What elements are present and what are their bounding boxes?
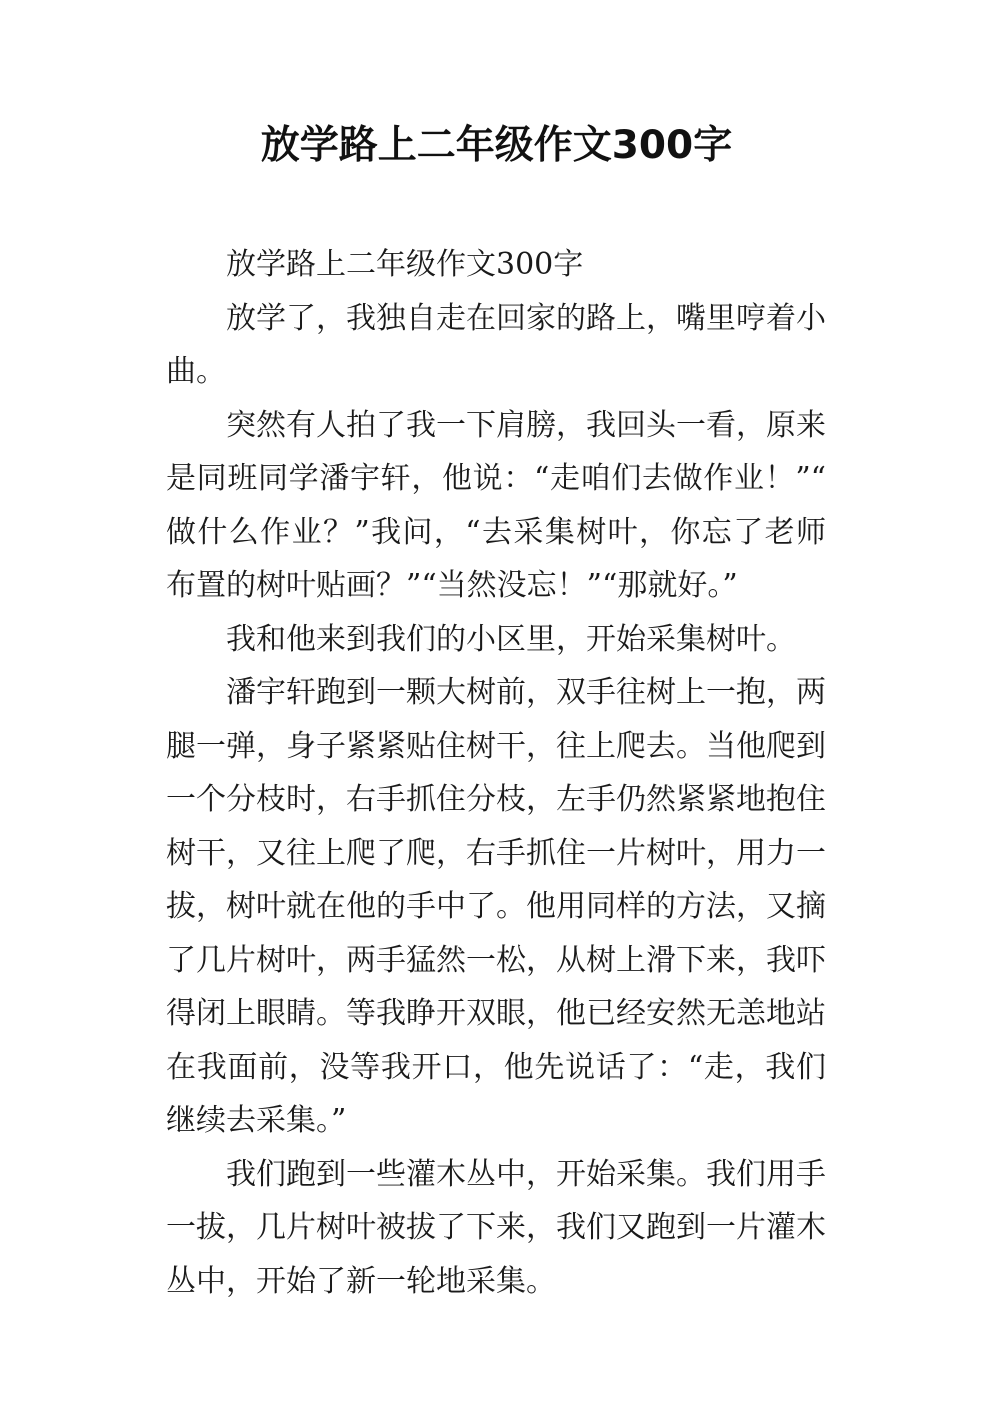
document-title: 放学路上二年级作文300字 [260, 123, 733, 168]
document-body [166, 238, 826, 1308]
paragraph-subtitle: 放学路上二年级作文300字 [226, 247, 584, 282]
paragraph: 潘宇轩跑到一颗大树前，双手往树上一抱，两腿一弹，身子紧紧贴住树干，往上爬去。当他爬到一个分枝时，右手抓住分枝，左手仍然紧紧地抱住树干，又往上爬了爬，右手抓住一片树叶，用力一拔，树叶就在他的手中了。他用同样的方法，又摘了几片树叶，两手猛然一松，从树上滑下来，我吓得闭上眼睛。等我睁开双眼，他已经安然无恙地站在我面前，没等我开口，他先说话了：“走，我们继续去采集。” [166, 675, 826, 1138]
paragraph: 放学了，我独自走在回家的路上，嘴里哼着小曲。 [166, 300, 826, 389]
paragraph: 我们跑到一些灌木丛中，开始采集。我们用手一拔，几片树叶被拔了下来，我们又跑到一片灌木丛中，开始了新一轮地采集。 [166, 1156, 826, 1299]
paragraph: 我和他来到我们的小区里，开始采集树叶。 [226, 621, 796, 657]
paragraph: 突然有人拍了我一下肩膀，我回头一看，原来是同班同学潘宇轩，他说：“走咱们去做作业！”“做什么作业？”我问，“去采集树叶，你忘了老师布置的树叶贴画？”“当然没忘！”“那就好。” [166, 407, 826, 603]
